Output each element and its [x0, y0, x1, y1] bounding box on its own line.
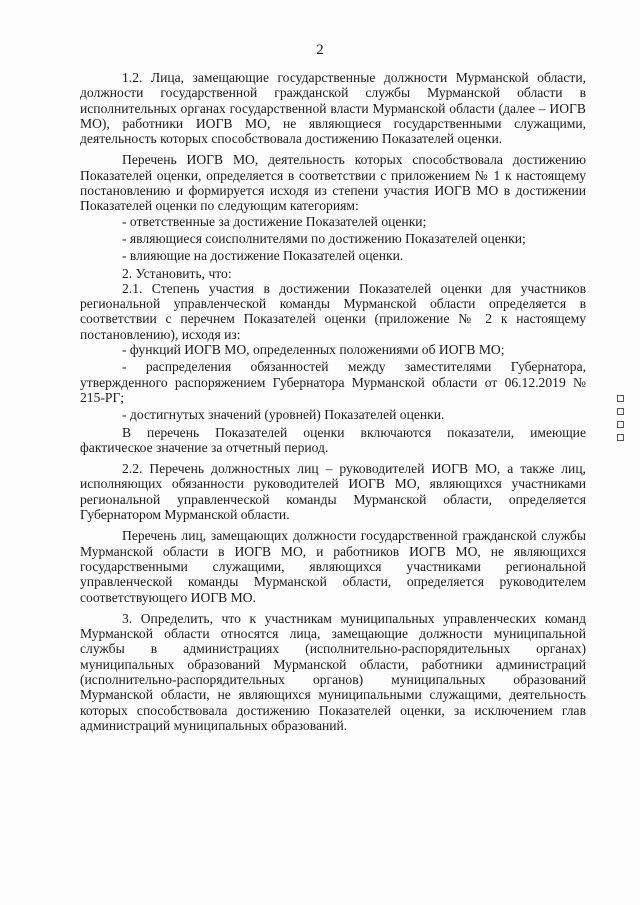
list-item-influencing: - влияющие на достижение Показателей оценки.	[122, 248, 404, 264]
paragraph-iogv-list: Перечень ИОГВ МО, деятельность которых способствовала достижению Показателей оценки, определяется в соответствии с приложением № 1 к настоящему постановлению и формируется исходя из степени участия ИОГВ МО в достижении Показателей оценки по следующим категориям:	[80, 152, 586, 214]
paragraph-3: 3. Определить, что к участникам муниципальных управленческих команд Мурманской области относятся лица, замещающие должности муниципальной службы в администрациях (исполнительно-распорядительных органах) муниципальных образований Мурманской области, работники администраций (исполнительно-распорядительных органов) муниципальных образований Мурманской области, не являющихся муниципальными служащими, деятельность которых способствовала достижению Показателей оценки, за исключением глав администраций муниципальных образований.	[80, 610, 586, 733]
list-item-values: - достигнутых значений (уровней) Показателей оценки.	[122, 407, 445, 423]
page-number: 2	[316, 42, 324, 58]
document-body	[80, 70, 586, 739]
paragraph-2-2: 2.2. Перечень должностных лиц – руководителей ИОГВ МО, а также лиц, исполняющих обязанности руководителей ИОГВ МО, являющихся участниками региональной управленческой команды Мурманской области, определяется Губернатором Мурманской области.	[80, 461, 586, 523]
paragraph-staff-list: Перечень лиц, замещающих должности государственной гражданской службы Мурманской области в ИОГВ МО, и работников ИОГВ МО, не являющихся государственными служащими, являющихся участниками региональной управленческой команды Мурманской области, определяется руководителем соответствующего ИОГВ МО.	[80, 528, 586, 605]
margin-marks	[617, 395, 627, 495]
list-item-responsible: - ответственные за достижение Показателей оценки;	[122, 213, 427, 229]
paragraph-2: 2. Установить, что:	[122, 265, 232, 281]
paragraph-indicators: В перечень Показателей оценки включаются показатели, имеющие фактическое значение за отчетный период.	[80, 424, 586, 455]
list-item-functions: - функций ИОГВ МО, определенных положениями об ИОГВ МО;	[122, 342, 505, 358]
paragraph-2-1: 2.1. Степень участия в достижении Показателей оценки для участников региональной управленческой команды Мурманской области определяется в соответствии с перечнем Показателей оценки (приложение № 2 к настоящему постановлению), исходя из:	[80, 280, 586, 342]
list-item-co-executors: - являющиеся соисполнителями по достижению Показателей оценки;	[122, 230, 526, 246]
paragraph-1-2: 1.2. Лица, замещающие государственные должности Мурманской области, должности государственной гражданской службы Мурманской области в исполнительных органах государственной власти Мурманской области (далее – ИОГВ МО), работники ИОГВ МО, не являющиеся государственными служащими, деятельность которых способствовала достижению Показателей оценки.	[80, 70, 586, 147]
list-item-duties: - распределения обязанностей между заместителями Губернатора, утвержденного распоряжением Губернатора Мурманской области от 06.12.2019 № 215-РГ;	[80, 359, 586, 405]
